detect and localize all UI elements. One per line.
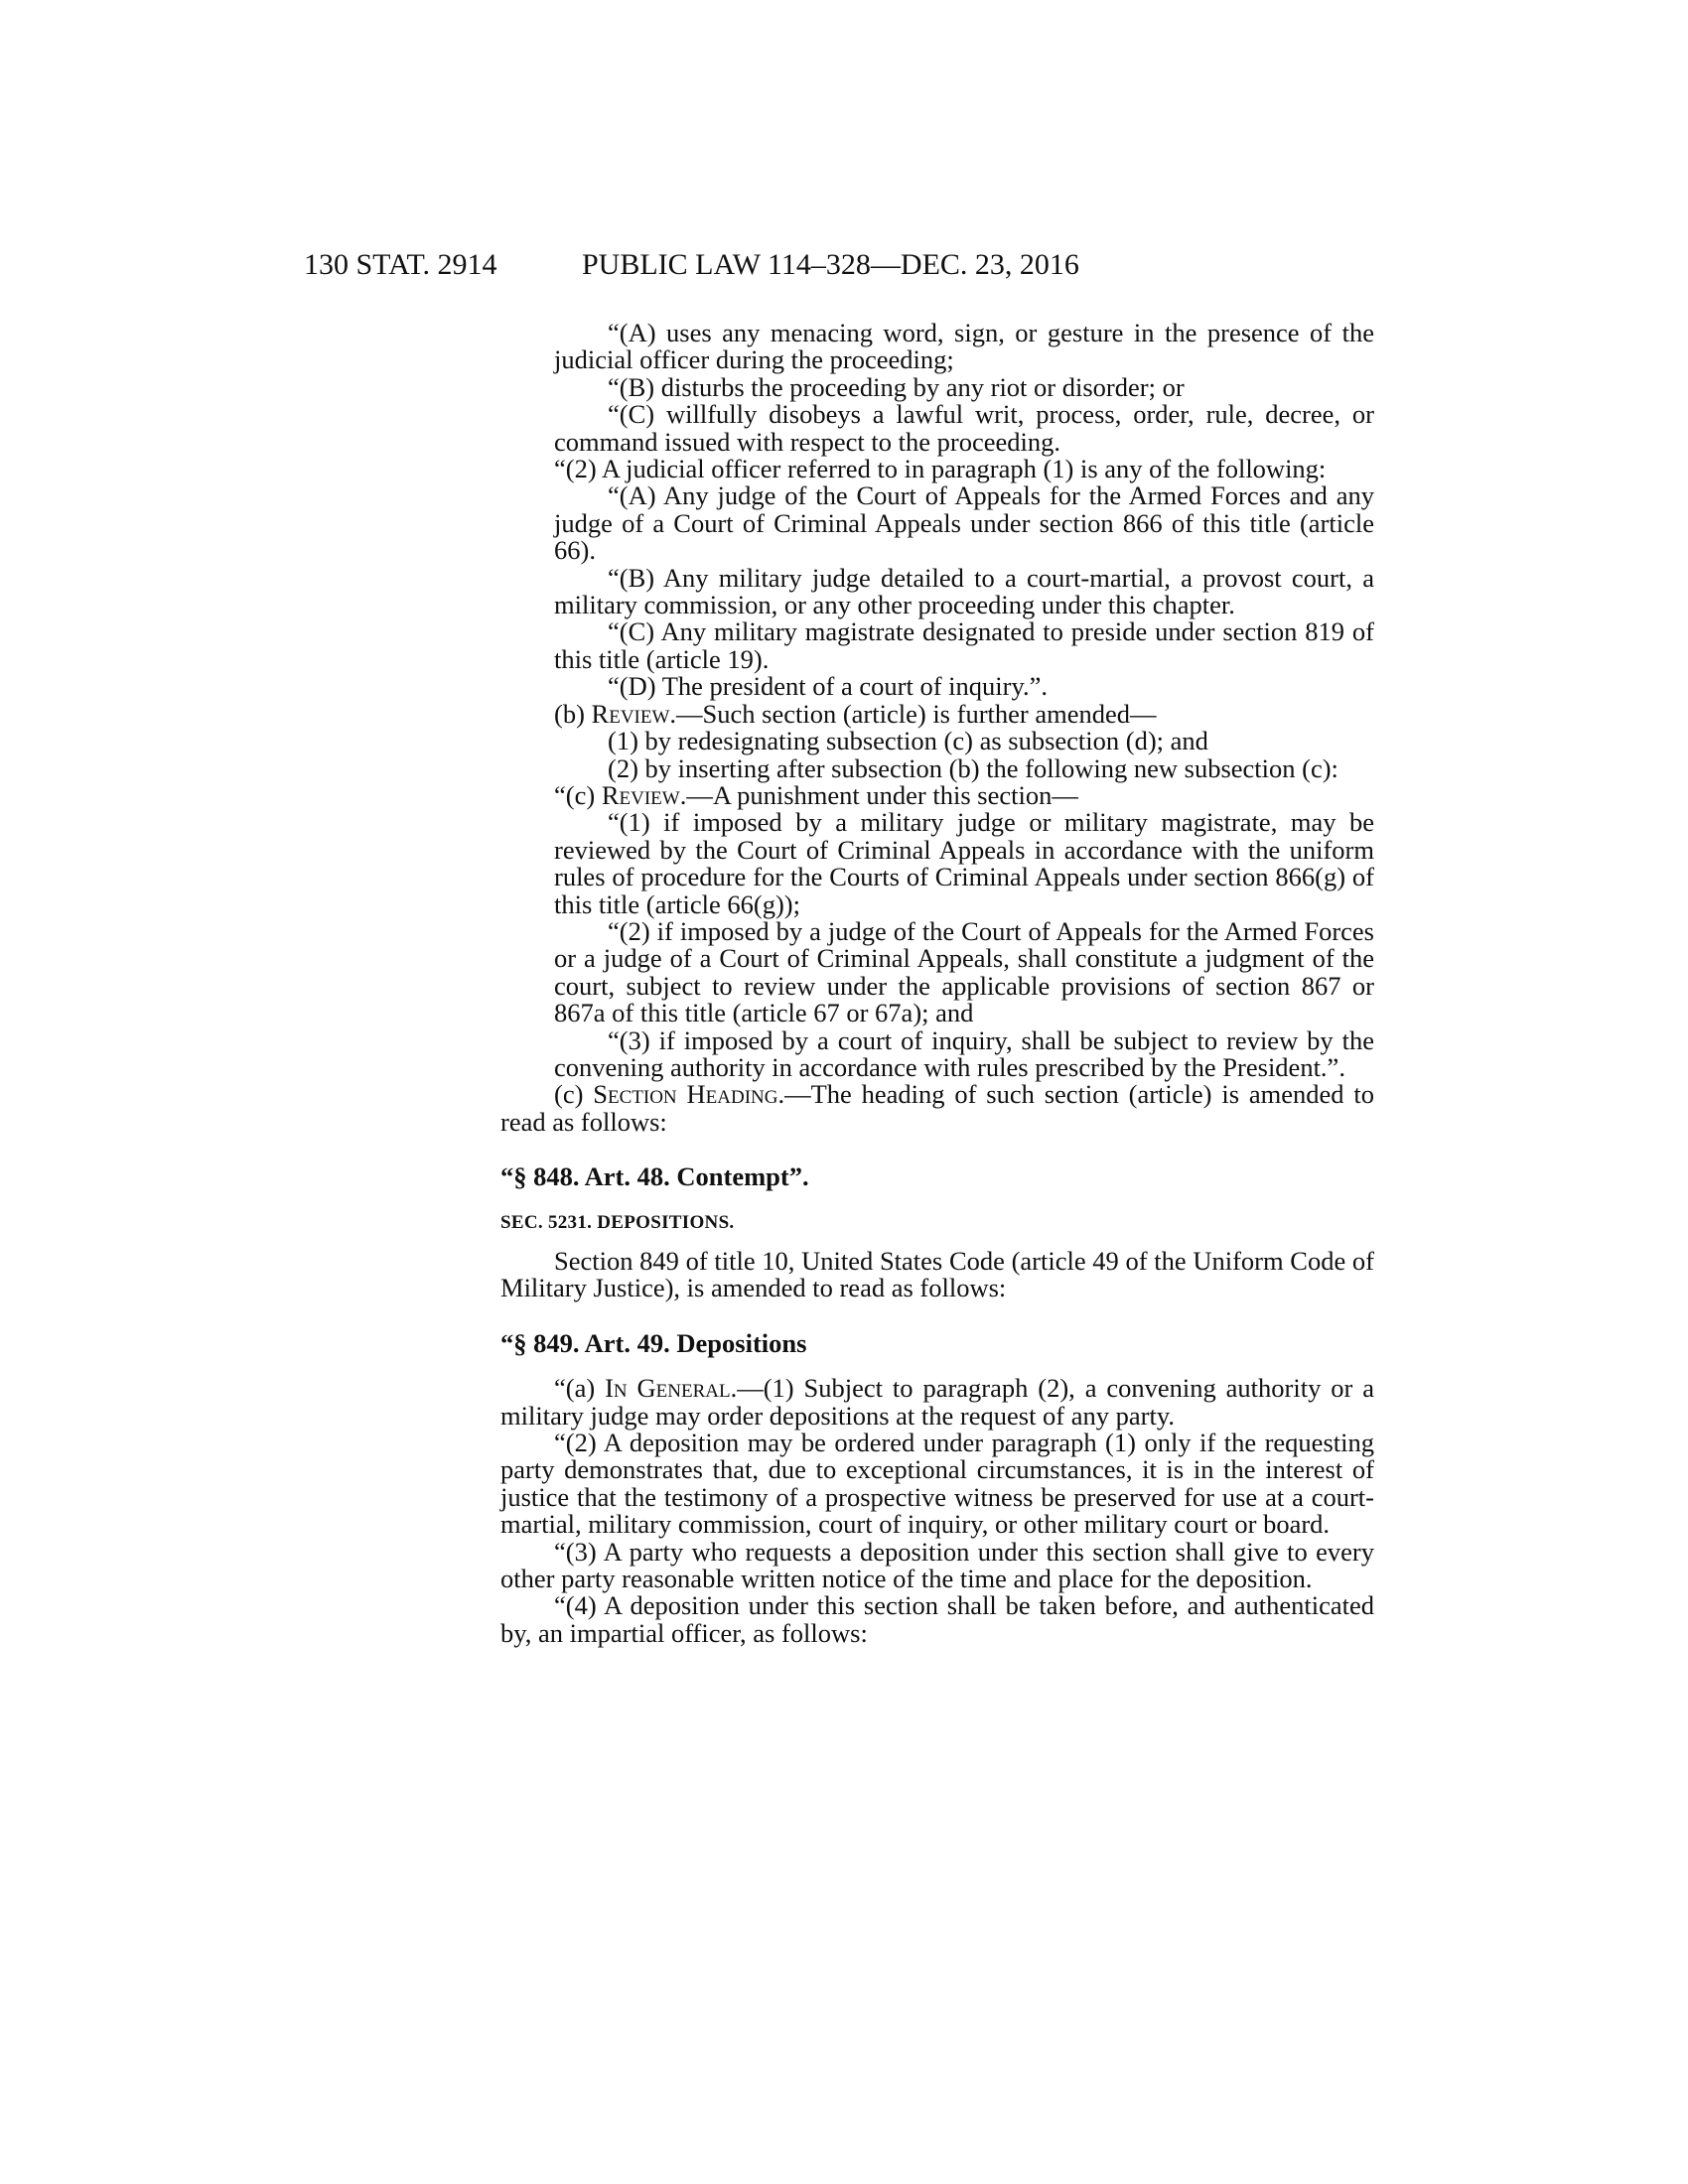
review-smallcaps: Review <box>591 698 670 729</box>
paragraph-1-military-judge-review: “(1) if imposed by a military judge or military magistrate, may be reviewed by the Court of Criminal Appeals in accordance with the uniform rules of procedure for the Courts of Criminal Appeals under section 866(g) of this title (article 66(g)); <box>554 807 1374 919</box>
paragraph-2-inserting: (2) by inserting after subsection (b) the following new subsection (c): <box>608 752 1338 783</box>
paragraph-section-849-intro: Section 849 of title 10, United States Code (article 49 of the Uniform Code of Military Justice), is amended to read as follows: <box>500 1246 1374 1303</box>
paragraph-2-appeals-judge-review: “(2) if imposed by a judge of the Court of Appeals for the Armed Forces or a judge of a Court of Criminal Appeals, shall constitute a judgment of the court, subject to review under the applicable provisions of section 867 or 867a of this title (article 67 or 67a); and <box>554 915 1374 1028</box>
statute-page-number: 130 STAT. 2914 <box>304 248 497 281</box>
paragraph-a-in-general <box>500 1375 1374 1430</box>
paragraph-c-section-heading <box>500 1081 1374 1136</box>
paragraph-4-impartial-officer: “(4) A deposition under this section shall be taken before, and authenticated by, an impartial officer, as follows: <box>500 1590 1374 1648</box>
c-review-smallcaps: Review <box>601 779 680 810</box>
c-review-prefix: “(c) <box>554 779 602 810</box>
c-review-suffix: .—A punishment under this section— <box>679 779 1078 810</box>
in-general-prefix: “(a) <box>554 1373 606 1404</box>
paragraph-c-review <box>500 779 1374 810</box>
review-suffix: .—Such section (article) is further amended— <box>669 698 1157 729</box>
paragraph-2-deposition-ordered: “(2) A deposition may be ordered under paragraph (1) only if the requesting party demonstrates that, due to exceptional circumstances, it is in the interest of justice that the testimony of a prospective witness be preserved for use at a court-martial, military commission, court of inquiry, or other military court or board. <box>500 1428 1374 1540</box>
public-law-header: PUBLIC LAW 114–328—DEC. 23, 2016 <box>582 248 1079 281</box>
in-general-suffix: .—(1) Subject to paragraph (2), a convening authority or a military judge may order depositions at the request of any party. <box>500 1373 1374 1431</box>
section-heading-smallcaps: Section Heading <box>593 1079 778 1110</box>
paragraph-b-military-judge: “(B) Any military judge detailed to a court-martial, a provost court, a military commission, or any other proceeding under this chapter. <box>554 562 1374 620</box>
paragraph-a-menacing: “(A) uses any menacing word, sign, or gesture in the presence of the judicial officer during the proceeding; <box>554 318 1374 375</box>
in-general-smallcaps: In General <box>605 1373 731 1404</box>
paragraph-c-magistrate: “(C) Any military magistrate designated to preside under section 819 of this title (article 19). <box>554 616 1374 674</box>
paragraph-3-court-of-inquiry: “(3) if imposed by a court of inquiry, shall be subject to review by the convening authority in accordance with rules prescribed by the President.”. <box>554 1024 1374 1082</box>
sec-5231-title: SEC. 5231. DEPOSITIONS. <box>500 1211 735 1233</box>
paragraph-1-redesignating: (1) by redesignating subsection (c) as subsection (d); and <box>608 726 1208 756</box>
paragraph-a-judges: “(A) Any judge of the Court of Appeals for the Armed Forces and any judge of a Court of Criminal Appeals under section 866 of this title (article 66). <box>554 480 1374 566</box>
section-heading-prefix: (c) <box>554 1079 594 1110</box>
section-848-heading: “§ 848. Art. 48. Contempt”. <box>500 1161 809 1192</box>
paragraph-c-disobeys: “(C) willfully disobeys a lawful writ, process, order, rule, decree, or command issued with respect to the proceeding. <box>554 399 1374 457</box>
section-849-heading: “§ 849. Art. 49. Depositions <box>500 1327 807 1358</box>
review-prefix: (b) <box>554 698 592 729</box>
document-body <box>500 320 1374 1647</box>
paragraph-3-notice: “(3) A party who requests a deposition under this section shall give to every other party reasonable written notice of the time and place for the deposition. <box>500 1536 1374 1594</box>
paragraph-d-president: “(D) The president of a court of inquiry.”. <box>608 671 1048 702</box>
paragraph-b-disturbs: “(B) disturbs the proceeding by any riot or disorder; or <box>608 371 1185 402</box>
paragraph-2-judicial-officer: “(2) A judicial officer referred to in paragraph (1) is any of the following: <box>554 454 1327 484</box>
paragraph-b-review-amendment <box>500 698 1374 729</box>
section-heading-suffix: .—The heading of such section (article) is amended to read as follows: <box>500 1079 1374 1137</box>
